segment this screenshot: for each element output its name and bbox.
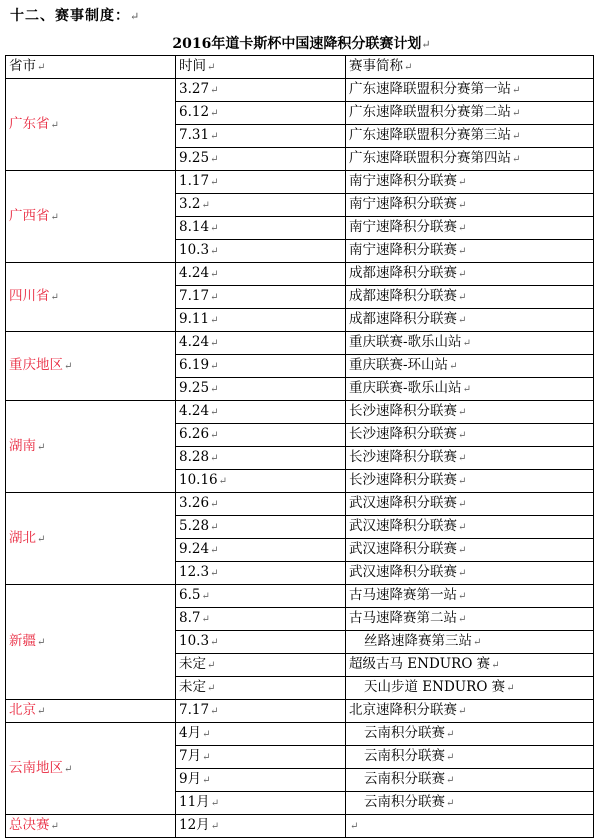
event-cell bbox=[346, 539, 594, 562]
date-cell bbox=[176, 470, 346, 493]
event-name: 重庆联赛-环山站 bbox=[349, 357, 449, 373]
province-label: 新疆 bbox=[9, 633, 36, 649]
paragraph-mark-icon: ↵ bbox=[449, 361, 458, 372]
paragraph-mark-icon: ↵ bbox=[458, 269, 467, 280]
province-label: 广东省 bbox=[9, 115, 50, 132]
paragraph-mark-icon: ↵ bbox=[462, 384, 471, 395]
paragraph-mark-icon: ↵ bbox=[210, 522, 219, 533]
event-cell bbox=[346, 148, 594, 171]
date-cell bbox=[176, 585, 346, 608]
date-cell bbox=[176, 723, 346, 746]
date-cell bbox=[176, 263, 346, 286]
paragraph-mark-icon: ↵ bbox=[202, 752, 211, 763]
date-cell bbox=[176, 815, 346, 838]
date-value: 10.16 bbox=[179, 472, 218, 488]
event-name: 成都速降积分联赛 bbox=[349, 288, 457, 304]
paragraph-mark-icon: ↵ bbox=[210, 453, 219, 464]
paragraph-mark-icon: ↵ bbox=[458, 545, 467, 556]
event-cell bbox=[346, 792, 594, 815]
date-value: 6.26 bbox=[179, 426, 210, 442]
province-cell bbox=[6, 585, 176, 700]
event-name: 南宁速降积分联赛 bbox=[349, 196, 457, 212]
event-cell bbox=[346, 654, 594, 677]
event-cell bbox=[346, 125, 594, 148]
event-cell bbox=[346, 217, 594, 240]
event-cell bbox=[346, 171, 594, 194]
paragraph-mark-icon: ↵ bbox=[446, 775, 455, 786]
paragraph-mark-icon: ↵ bbox=[201, 200, 210, 211]
table-row bbox=[6, 263, 594, 286]
paragraph-mark-icon: ↵ bbox=[512, 85, 521, 96]
date-cell bbox=[176, 424, 346, 447]
event-name: 天山步道 ENDURO 赛 bbox=[364, 679, 506, 695]
date-cell bbox=[176, 79, 346, 102]
date-value: 3.2 bbox=[179, 196, 201, 212]
section-heading: 十二、赛事制度：↵ bbox=[10, 8, 141, 24]
date-value: 12月 bbox=[179, 817, 210, 833]
date-cell bbox=[176, 447, 346, 470]
event-name: 广东速降联盟积分赛第三站 bbox=[349, 127, 511, 143]
column-header bbox=[176, 56, 346, 79]
paragraph-mark-icon: ↵ bbox=[506, 683, 515, 694]
paragraph-mark-icon: ↵ bbox=[50, 211, 59, 223]
paragraph-mark-icon: ↵ bbox=[50, 821, 59, 832]
event-name: 古马速降赛第二站 bbox=[349, 610, 457, 626]
date-cell bbox=[176, 631, 346, 654]
date-value: 9.25 bbox=[179, 380, 210, 396]
event-cell bbox=[346, 286, 594, 309]
paragraph-mark-icon: ↵ bbox=[210, 246, 219, 257]
date-cell bbox=[176, 378, 346, 401]
event-cell bbox=[346, 608, 594, 631]
paragraph-mark-icon: ↵ bbox=[458, 522, 467, 533]
paragraph-mark-icon: ↵ bbox=[207, 62, 216, 73]
province-label: 湖北 bbox=[9, 529, 36, 546]
event-name: 重庆联赛-歌乐山站 bbox=[349, 380, 462, 396]
date-cell bbox=[176, 171, 346, 194]
date-value: 7月 bbox=[179, 748, 202, 764]
event-cell bbox=[346, 470, 594, 493]
paragraph-mark-icon: ↵ bbox=[446, 752, 455, 763]
column-header bbox=[346, 56, 594, 79]
province-label: 湖南 bbox=[9, 437, 36, 454]
date-cell bbox=[176, 401, 346, 424]
table-row bbox=[6, 79, 594, 102]
event-name: 长沙速降积分联赛 bbox=[349, 403, 457, 419]
paragraph-mark-icon: ↵ bbox=[446, 798, 455, 809]
paragraph-mark-icon: ↵ bbox=[458, 315, 467, 326]
province-cell bbox=[6, 171, 176, 263]
table-row bbox=[6, 815, 594, 838]
paragraph-mark-icon: ↵ bbox=[458, 476, 467, 487]
paragraph-mark-icon: ↵ bbox=[458, 706, 467, 717]
event-name: 南宁速降积分联赛 bbox=[349, 173, 457, 189]
event-name: 丝路速降赛第三站 bbox=[364, 633, 472, 649]
event-cell bbox=[346, 194, 594, 217]
event-name: 北京速降积分联赛 bbox=[349, 702, 457, 718]
paragraph-mark-icon: ↵ bbox=[210, 706, 219, 717]
event-name: 古马速降赛第一站 bbox=[349, 587, 457, 603]
paragraph-mark-icon: ↵ bbox=[37, 441, 46, 453]
column-header-label: 省市 bbox=[9, 58, 36, 74]
date-cell bbox=[176, 355, 346, 378]
province-label: 总决赛 bbox=[9, 817, 50, 833]
paragraph-mark-icon: ↵ bbox=[512, 131, 521, 142]
province-cell bbox=[6, 263, 176, 332]
event-name: 武汉速降积分联赛 bbox=[349, 541, 457, 557]
date-cell bbox=[176, 746, 346, 769]
date-value: 4月 bbox=[179, 725, 202, 741]
date-value: 1.17 bbox=[179, 173, 210, 189]
column-header-label: 赛事简称 bbox=[349, 58, 403, 74]
event-name: 武汉速降积分联赛 bbox=[349, 518, 457, 534]
date-cell bbox=[176, 769, 346, 792]
event-cell bbox=[346, 769, 594, 792]
date-cell bbox=[176, 240, 346, 263]
paragraph-mark-icon: ↵ bbox=[210, 85, 219, 96]
province-cell bbox=[6, 332, 176, 401]
paragraph-mark-icon: ↵ bbox=[202, 775, 211, 786]
province-label: 云南地区 bbox=[9, 759, 63, 776]
province-label: 四川省 bbox=[9, 288, 50, 304]
event-cell bbox=[346, 516, 594, 539]
date-value: 3.27 bbox=[179, 81, 210, 97]
date-value: 3.26 bbox=[179, 495, 210, 511]
table-row bbox=[6, 585, 594, 608]
province-label: 北京 bbox=[9, 702, 36, 718]
paragraph-mark-icon: ↵ bbox=[64, 361, 73, 372]
event-name: 长沙速降积分联赛 bbox=[349, 449, 457, 465]
date-value: 11月 bbox=[179, 794, 210, 810]
date-cell bbox=[176, 493, 346, 516]
province-cell bbox=[6, 700, 176, 723]
event-cell bbox=[346, 401, 594, 424]
date-cell bbox=[176, 562, 346, 585]
paragraph-mark-icon: ↵ bbox=[512, 108, 521, 119]
date-cell bbox=[176, 286, 346, 309]
province-cell bbox=[6, 493, 176, 585]
event-name: 南宁速降积分联赛 bbox=[349, 219, 457, 235]
paragraph-mark-icon: ↵ bbox=[458, 177, 467, 188]
date-value: 8.14 bbox=[179, 219, 210, 235]
paragraph-mark-icon: ↵ bbox=[210, 292, 219, 303]
paragraph-mark-icon: ↵ bbox=[210, 407, 219, 418]
date-value: 9.25 bbox=[179, 150, 210, 166]
paragraph-mark-icon: ↵ bbox=[458, 499, 467, 510]
event-cell bbox=[346, 700, 594, 723]
event-name: 广东速降联盟积分赛第二站 bbox=[349, 104, 511, 120]
event-cell bbox=[346, 746, 594, 769]
table-row bbox=[6, 493, 594, 516]
paragraph-mark-icon: ↵ bbox=[512, 154, 521, 165]
paragraph-mark-icon: ↵ bbox=[210, 315, 219, 326]
event-name: 广东速降联盟积分赛第四站 bbox=[349, 150, 511, 166]
event-name: 南宁速降积分联赛 bbox=[349, 242, 457, 258]
paragraph-mark-icon: ↵ bbox=[210, 384, 219, 395]
province-cell bbox=[6, 401, 176, 493]
province-label: 重庆地区 bbox=[9, 357, 63, 373]
event-cell bbox=[346, 332, 594, 355]
table-row bbox=[6, 723, 594, 746]
paragraph-mark-icon: ↵ bbox=[458, 591, 467, 602]
paragraph-mark-icon: ↵ bbox=[207, 683, 216, 694]
date-cell bbox=[176, 217, 346, 240]
paragraph-mark-icon: ↵ bbox=[350, 821, 359, 832]
event-cell bbox=[346, 240, 594, 263]
event-cell bbox=[346, 723, 594, 746]
province-cell bbox=[6, 79, 176, 171]
event-cell bbox=[346, 378, 594, 401]
table-header-row bbox=[6, 56, 594, 79]
date-value: 未定 bbox=[179, 656, 206, 672]
date-cell bbox=[176, 194, 346, 217]
event-cell bbox=[346, 631, 594, 654]
date-cell bbox=[176, 125, 346, 148]
event-cell bbox=[346, 447, 594, 470]
paragraph-mark-icon: ↵ bbox=[446, 729, 455, 740]
paragraph-mark-icon: ↵ bbox=[458, 453, 467, 464]
date-value: 9月 bbox=[179, 771, 202, 787]
table-row bbox=[6, 700, 594, 723]
date-value: 7.31 bbox=[179, 127, 210, 143]
paragraph-mark-icon: ↵ bbox=[37, 637, 46, 648]
province-cell bbox=[6, 723, 176, 815]
paragraph-mark-icon: ↵ bbox=[458, 568, 467, 579]
event-cell bbox=[346, 309, 594, 332]
paragraph-mark-icon: ↵ bbox=[202, 729, 211, 740]
paragraph-mark-icon: ↵ bbox=[210, 821, 220, 832]
column-header-label: 时间 bbox=[179, 58, 206, 74]
date-value: 6.12 bbox=[179, 104, 210, 120]
paragraph-mark-icon: ↵ bbox=[210, 177, 219, 188]
province-label: 广西省 bbox=[9, 207, 50, 224]
event-cell bbox=[346, 677, 594, 700]
event-name: 长沙速降积分联赛 bbox=[349, 426, 457, 442]
date-cell bbox=[176, 608, 346, 631]
date-value: 9.24 bbox=[179, 541, 210, 557]
event-name: 云南积分联赛 bbox=[364, 748, 445, 764]
paragraph-mark-icon: ↵ bbox=[458, 246, 467, 257]
event-cell bbox=[346, 355, 594, 378]
paragraph-mark-icon: ↵ bbox=[458, 430, 467, 441]
date-value: 7.17 bbox=[179, 702, 210, 718]
date-value: 6.19 bbox=[179, 357, 210, 373]
paragraph-mark-icon: ↵ bbox=[210, 338, 219, 349]
event-cell bbox=[346, 79, 594, 102]
paragraph-mark-icon: ↵ bbox=[458, 292, 467, 303]
date-cell bbox=[176, 677, 346, 700]
event-name: 云南积分联赛 bbox=[364, 794, 445, 810]
paragraph-mark-icon: ↵ bbox=[210, 430, 219, 441]
event-cell bbox=[346, 815, 594, 838]
event-name: 成都速降积分联赛 bbox=[349, 265, 457, 281]
paragraph-mark-icon: ↵ bbox=[37, 533, 46, 545]
paragraph-mark-icon: ↵ bbox=[37, 62, 46, 73]
paragraph-mark-icon: ↵ bbox=[201, 614, 210, 625]
paragraph-mark-icon: ↵ bbox=[210, 637, 219, 648]
date-value: 4.24 bbox=[179, 334, 210, 350]
date-cell bbox=[176, 516, 346, 539]
date-value: 8.28 bbox=[179, 449, 210, 465]
paragraph-mark-icon: ↵ bbox=[458, 614, 467, 625]
paragraph-mark-icon: ↵ bbox=[458, 223, 467, 234]
date-cell bbox=[176, 148, 346, 171]
event-name: 武汉速降积分联赛 bbox=[349, 564, 457, 580]
event-name: 成都速降积分联赛 bbox=[349, 311, 457, 327]
event-cell bbox=[346, 424, 594, 447]
date-cell bbox=[176, 792, 346, 815]
paragraph-mark-icon: ↵ bbox=[50, 119, 59, 131]
paragraph-mark-icon: ↵ bbox=[462, 338, 471, 349]
date-value: 12.3 bbox=[179, 564, 210, 580]
paragraph-mark-icon: ↵ bbox=[458, 407, 467, 418]
table-row bbox=[6, 401, 594, 424]
date-value: 5.28 bbox=[179, 518, 210, 534]
date-value: 10.3 bbox=[179, 633, 210, 649]
date-cell bbox=[176, 700, 346, 723]
date-cell bbox=[176, 654, 346, 677]
event-cell bbox=[346, 562, 594, 585]
date-cell bbox=[176, 102, 346, 125]
date-cell bbox=[176, 309, 346, 332]
event-name: 重庆联赛-歌乐山站 bbox=[349, 334, 462, 350]
paragraph-mark-icon: ↵ bbox=[473, 637, 482, 648]
province-cell bbox=[6, 815, 176, 838]
paragraph-mark-icon: ↵ bbox=[210, 361, 219, 372]
paragraph-mark-icon: ↵ bbox=[210, 223, 219, 234]
paragraph-mark-icon: ↵ bbox=[37, 706, 46, 717]
date-value: 4.24 bbox=[179, 265, 210, 281]
date-cell bbox=[176, 539, 346, 562]
paragraph-mark-icon: ↵ bbox=[210, 798, 220, 809]
date-value: 8.7 bbox=[179, 610, 201, 626]
paragraph-mark-icon: ↵ bbox=[210, 108, 219, 119]
paragraph-mark-icon: ↵ bbox=[64, 763, 73, 775]
paragraph-mark-icon: ↵ bbox=[404, 62, 413, 73]
paragraph-mark-icon: ↵ bbox=[210, 131, 219, 142]
event-name: 长沙速降积分联赛 bbox=[349, 472, 457, 488]
event-name: 云南积分联赛 bbox=[364, 725, 445, 741]
document-title: 2016年道卡斯杯中国速降积分联赛计划↵ bbox=[172, 36, 431, 52]
paragraph-mark-icon: ↵ bbox=[491, 660, 500, 671]
paragraph-mark-icon: ↵ bbox=[201, 591, 210, 602]
event-name: 广东速降联盟积分赛第一站 bbox=[349, 81, 511, 97]
date-value: 7.17 bbox=[179, 288, 210, 304]
event-cell bbox=[346, 102, 594, 125]
table-row bbox=[6, 332, 594, 355]
date-value: 9.11 bbox=[179, 311, 210, 327]
event-cell bbox=[346, 263, 594, 286]
column-header bbox=[6, 56, 176, 79]
event-name: 超级古马 ENDURO 赛 bbox=[349, 656, 491, 672]
paragraph-mark-icon: ↵ bbox=[50, 292, 59, 303]
paragraph-mark-icon: ↵ bbox=[207, 660, 216, 671]
paragraph-mark-icon: ↵ bbox=[210, 269, 219, 280]
paragraph-mark-icon: ↵ bbox=[218, 476, 228, 487]
event-name: 武汉速降积分联赛 bbox=[349, 495, 457, 511]
date-value: 10.3 bbox=[179, 242, 210, 258]
date-value: 4.24 bbox=[179, 403, 210, 419]
date-value: 未定 bbox=[179, 679, 206, 695]
paragraph-mark-icon: ↵ bbox=[210, 545, 219, 556]
event-name: 云南积分联赛 bbox=[364, 771, 445, 787]
event-cell bbox=[346, 493, 594, 516]
event-cell bbox=[346, 585, 594, 608]
paragraph-mark-icon: ↵ bbox=[210, 154, 219, 165]
date-cell bbox=[176, 332, 346, 355]
paragraph-mark-icon: ↵ bbox=[458, 200, 467, 211]
paragraph-mark-icon: ↵ bbox=[210, 568, 219, 579]
table-row bbox=[6, 171, 594, 194]
schedule-table bbox=[5, 55, 594, 838]
date-value: 6.5 bbox=[179, 587, 201, 603]
paragraph-mark-icon: ↵ bbox=[210, 499, 219, 510]
